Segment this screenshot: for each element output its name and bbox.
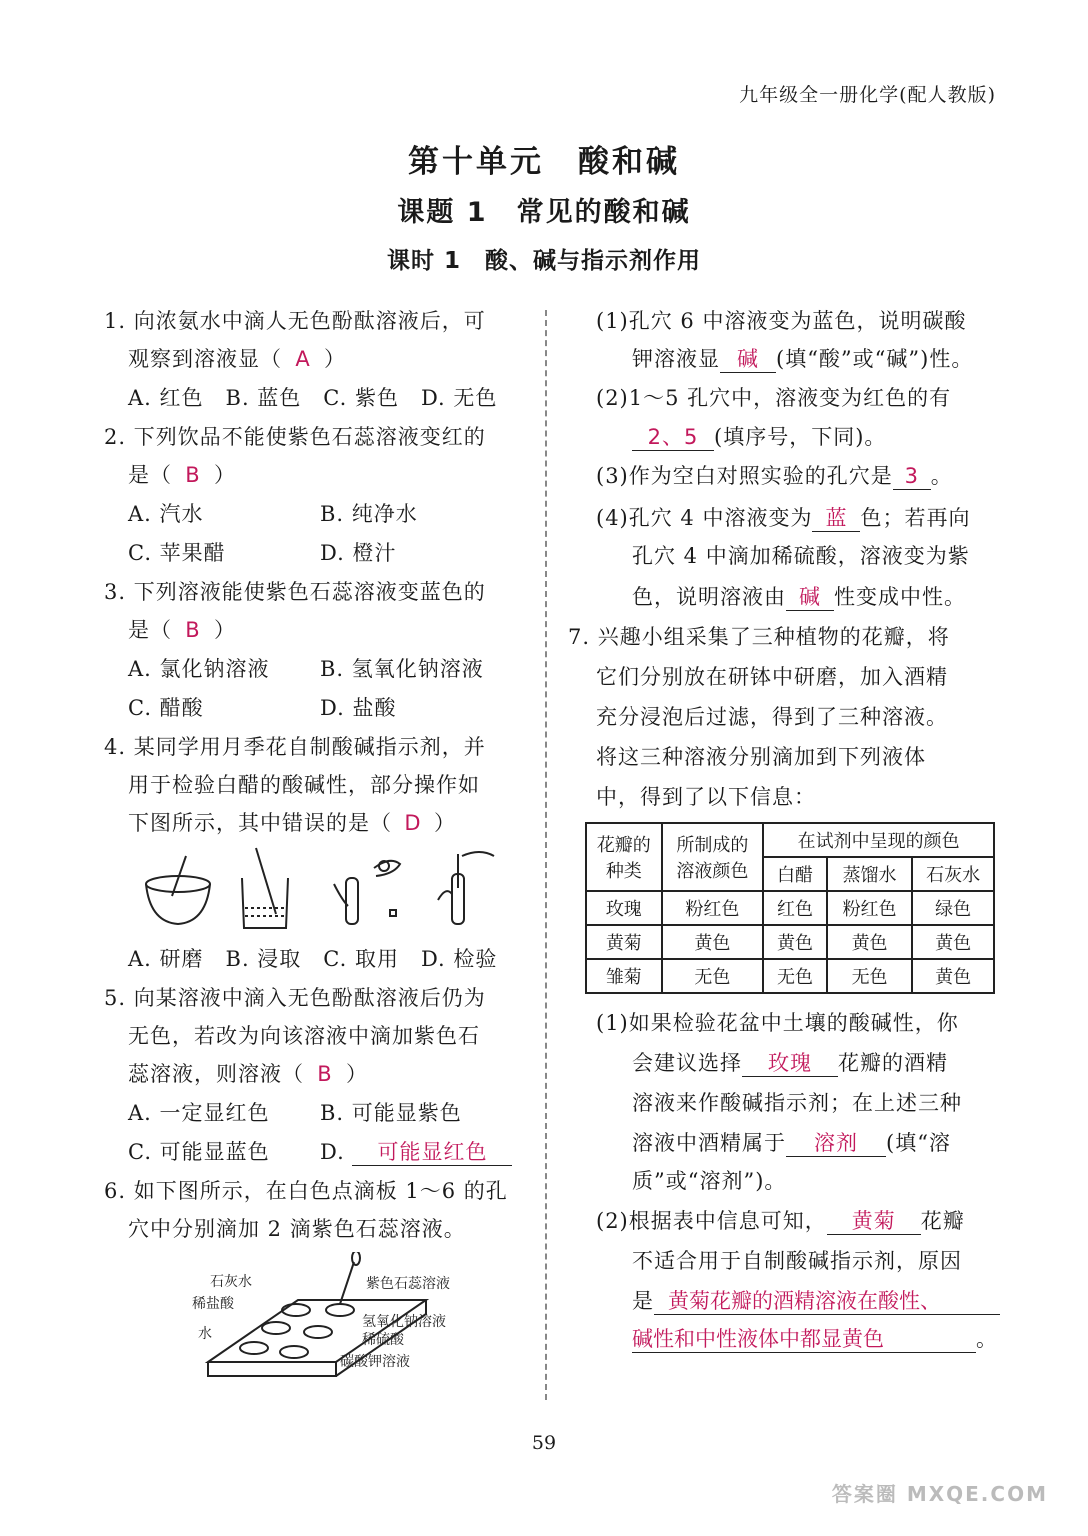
- q7-stem-line2: 它们分别放在研钵中研磨，加入酒精: [596, 665, 948, 689]
- lab-operations-figure: [128, 844, 528, 940]
- q6-sub4-line2: 孔穴 4 中滴加稀硫酸，溶液变为紫: [632, 544, 970, 568]
- q4-stem-line2: 用于检验白醋的酸碱性，部分操作如: [128, 773, 480, 797]
- label-k2co3: 碳酸钾溶液: [340, 1354, 410, 1370]
- q3-option-b: B. 氢氧化钠溶液: [320, 657, 484, 681]
- q6-sub2-line1: (2)1～5 孔穴中，溶液变为红色的有: [596, 386, 952, 410]
- header-petal-type: 花瓣的 种类: [586, 823, 662, 891]
- q3-option-c: C. 醋酸: [128, 696, 204, 720]
- q5-option-b: B. 可能显紫色: [320, 1101, 462, 1125]
- q2-option-b: B. 纯净水: [320, 502, 418, 526]
- test-tube-illustration: [438, 852, 494, 924]
- q7-sub1-line1: (1)如果检验花盆中土壤的酸碱性，你: [596, 1011, 959, 1035]
- period-title: 课时 1 酸、碱与指示剂作用: [386, 248, 701, 274]
- q3-stem-line2: 是（ B ）: [128, 618, 236, 642]
- label-limewater: 石灰水: [210, 1274, 252, 1290]
- q4-stem-line1: 4. 某同学用月季花自制酸碱指示剂，并: [104, 735, 486, 759]
- q7-sub2-answer2-part1: 黄菊花瓣的酒精溶液在酸性、: [654, 1288, 1000, 1315]
- book-header: 九年级全一册化学(配人教版): [739, 84, 996, 106]
- header-white-vinegar: 白醋: [763, 857, 827, 891]
- q7-stem-line5: 中，得到了以下信息：: [596, 785, 816, 809]
- q6-sub4-answer1: 蓝: [812, 505, 860, 532]
- q6-sub4-line3: 色，说明溶液由 碱 性变成中性。: [632, 585, 966, 609]
- table-row: 黄菊 黄色 黄色 黄色 黄色: [586, 925, 994, 959]
- q6-sub3-answer: 3: [893, 463, 931, 490]
- q1-stem-line1: 1. 向浓氨水中滴人无色酚酞溶液后，可: [104, 309, 486, 333]
- table-row: 雏菊 无色 无色 无色 黄色: [586, 959, 994, 993]
- q7-sub1-line2: 会建议选择 玫瑰 花瓣的酒精: [632, 1051, 948, 1075]
- q5-answer: B: [317, 1062, 333, 1086]
- petal-color-table: [585, 822, 995, 994]
- q4-options: A. 研磨 B. 浸取 C. 取用 D. 检验: [128, 947, 498, 971]
- q7-sub2-line2: 不适合用于自制酸碱指示剂，原因: [632, 1249, 962, 1273]
- q7-sub1-line4: 溶液中酒精属于 溶剂 (填“溶: [632, 1131, 951, 1155]
- q6-stem-line2: 穴中分别滴加 2 滴紫色石蕊溶液。: [128, 1217, 466, 1241]
- q6-sub4-answer2: 碱: [786, 584, 834, 611]
- q6-sub4-line1: (4)孔穴 4 中溶液变为 蓝 色；若再向: [596, 506, 971, 530]
- lesson-title: 课题 1 常见的酸和碱: [397, 197, 691, 228]
- q2-answer: B: [185, 463, 201, 487]
- header-reagent-color: 在试剂中呈现的颜色: [763, 823, 994, 857]
- label-water: 水: [198, 1326, 212, 1342]
- page-number: 59: [531, 1432, 557, 1454]
- q2-option-c: C. 苹果醋: [128, 541, 226, 565]
- q4-answer: D: [404, 811, 422, 835]
- q6-sub2-line2: 2、5 (填序号，下同)。: [632, 424, 886, 451]
- q6-sub1-line1: (1)孔穴 6 中溶液变为蓝色，说明碳酸: [596, 309, 967, 333]
- q3-answer: B: [185, 618, 201, 642]
- q2-stem-line1: 2. 下列饮品不能使紫色石蕊溶液变红的: [104, 425, 486, 449]
- q7-stem-line1: 7. 兴趣小组采集了三种植物的花瓣，将: [568, 625, 950, 649]
- label-litmus: 紫色石蕊溶液: [366, 1276, 450, 1292]
- q6-sub1-line2: 钾溶液显 碱 (填“酸”或“碱”)性。: [632, 347, 974, 371]
- q3-option-d: D. 盐酸: [320, 696, 397, 720]
- label-naoh: 氢氧化钠溶液: [362, 1314, 446, 1330]
- q6-stem-line1: 6. 如下图所示，在白色点滴板 1～6 的孔: [104, 1179, 508, 1203]
- q3-option-a: A. 氯化钠溶液: [128, 657, 270, 681]
- table-row: 玫瑰 粉红色 红色 粉红色 绿色: [586, 891, 994, 925]
- q7-sub2-answer2-part2: 碱性和中性液体中都显黄色: [632, 1326, 976, 1353]
- q7-sub1-line5: 质”或“溶剂”)。: [632, 1169, 787, 1193]
- q5-stem-line1: 5. 向某溶液中滴入无色酚酞溶液后仍为: [104, 986, 486, 1010]
- q5-option-c: C. 可能显蓝色: [128, 1140, 270, 1164]
- column-divider: [545, 310, 547, 1400]
- header-distilled-water: 蒸馏水: [827, 857, 913, 891]
- q7-stem-line3: 充分浸泡后过滤，得到了三种溶液。: [596, 705, 948, 729]
- q5-option-a: A. 一定显红色: [128, 1101, 270, 1125]
- header-limewater: 石灰水: [912, 857, 994, 891]
- q7-sub1-answer2: 溶剂: [786, 1130, 886, 1157]
- label-h2so4: 稀硫酸: [362, 1332, 404, 1348]
- label-hcl: 稀盐酸: [192, 1296, 234, 1312]
- q5-option-d: D. 可能显红色: [320, 1139, 512, 1166]
- q1-options: A. 红色 B. 蓝色 C. 紫色 D. 无色: [128, 386, 498, 410]
- unit-title: 第十单元 酸和碱: [408, 144, 680, 180]
- q7-sub2-answer1: 黄菊: [827, 1208, 921, 1235]
- q7-stem-line4: 将这三种溶液分别滴加到下列液体: [596, 745, 926, 769]
- q2-option-a: A. 汽水: [128, 502, 204, 526]
- q2-option-d: D. 橙汁: [320, 541, 397, 565]
- q5-stem-line2: 无色，若改为向该溶液中滴加紫色石: [128, 1024, 480, 1048]
- header-solution-color: 所制成的 溶液颜色: [662, 823, 764, 891]
- q5-stem-line3: 蕊溶液，则溶液（ B ）: [128, 1062, 368, 1086]
- dropper-transfer-illustration: [334, 861, 400, 924]
- q3-stem-line1: 3. 下列溶液能使紫色石蕊溶液变蓝色的: [104, 580, 486, 604]
- q7-sub2-line4: 碱性和中性液体中都显黄色 。: [632, 1327, 998, 1351]
- mortar-illustration: [146, 856, 210, 924]
- q7-sub1-line3: 溶液来作酸碱指示剂；在上述三种: [632, 1091, 962, 1115]
- spot-plate-figure: [190, 1252, 490, 1402]
- q5-option-d-answer: 可能显红色: [352, 1139, 512, 1166]
- beaker-illustration: [242, 848, 288, 928]
- q4-stem-line3: 下图所示，其中错误的是（ D ）: [128, 811, 456, 835]
- q6-sub3-line: (3)作为空白对照实验的孔穴是 3 。: [596, 464, 953, 488]
- q6-sub1-answer: 碱: [720, 346, 776, 373]
- q7-sub2-line1: (2)根据表中信息可知， 黄菊 花瓣: [596, 1209, 965, 1233]
- q6-sub2-answer: 2、5: [632, 424, 714, 451]
- q1-answer: A: [295, 347, 311, 371]
- q1-stem-line2: 观察到溶液显（ A ）: [128, 347, 346, 371]
- q7-sub1-answer1: 玫瑰: [742, 1050, 838, 1077]
- q7-sub2-line3: 是 黄菊花瓣的酒精溶液在酸性、: [632, 1288, 1000, 1315]
- q2-stem-line2: 是（ B ）: [128, 463, 236, 487]
- watermark-logo: 答案圈 MXQE.COM: [831, 1482, 1048, 1506]
